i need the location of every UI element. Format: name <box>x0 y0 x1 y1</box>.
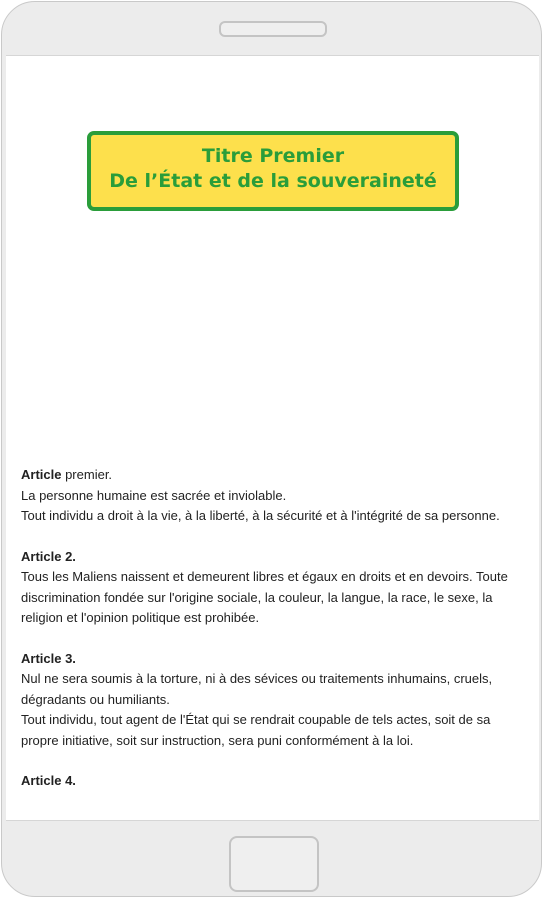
article-heading-rest: premier. <box>61 467 113 482</box>
article-4 <box>21 771 526 792</box>
article-heading: Article 4. <box>21 773 76 788</box>
article-3 <box>21 649 526 752</box>
title-banner-line-1: Titre Premier <box>201 145 345 167</box>
article-premier <box>21 465 526 527</box>
home-button[interactable] <box>229 836 319 892</box>
title-banner <box>87 131 459 211</box>
phone-frame <box>1 1 542 897</box>
article-paragraph: Tout individu, tout agent de l'État qui se rendrait coupable de tels actes, soit de sa propre initiative, soit sur instruction, sera puni conformément à la loi. <box>21 712 491 748</box>
article-heading <box>21 465 526 486</box>
articles-content <box>21 465 526 812</box>
article-paragraph: Tous les Maliens naissent et demeurent libres et égaux en droits et en devoirs. Toute discrimination fondée sur l'origine sociale, la couleur, la langue, la race, le sexe, la religion et l'opinion politique est prohibée. <box>21 569 508 625</box>
phone-speaker <box>219 21 327 37</box>
article-2 <box>21 547 526 629</box>
phone-screen[interactable] <box>6 55 539 821</box>
article-heading-label: Article <box>21 467 62 482</box>
article-paragraph: Nul ne sera soumis à la torture, ni à des sévices ou traitements inhumains, cruels, dégradants ou humiliants. <box>21 671 493 707</box>
title-banner-line-2: De l’État et de la souveraineté <box>109 170 437 192</box>
article-heading: Article 3. <box>21 650 76 666</box>
article-heading: Article 2. <box>21 548 76 564</box>
article-paragraph: La personne humaine est sacrée et inviolable. <box>21 487 287 503</box>
article-paragraph: Tout individu a droit à la vie, à la liberté, à la sécurité et à l'intégrité de sa personne. <box>21 508 500 523</box>
